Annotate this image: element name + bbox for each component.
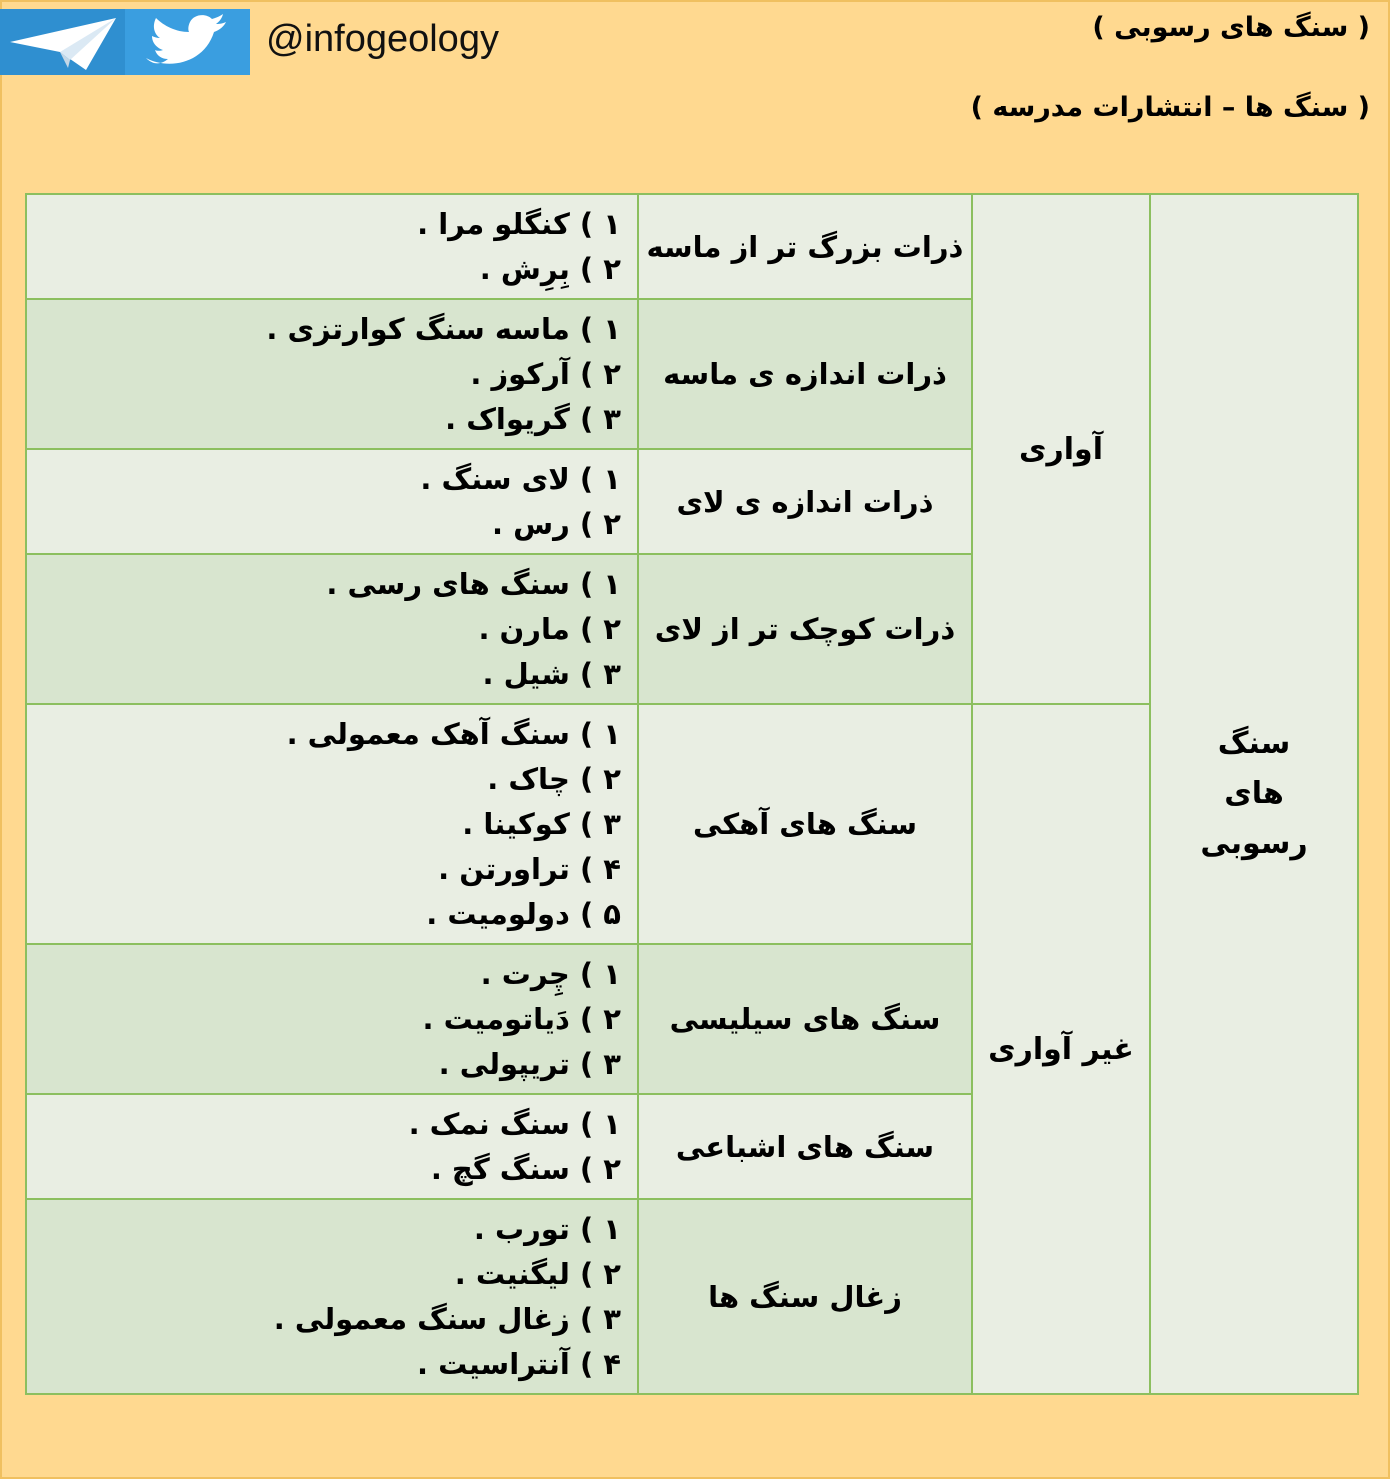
list-item: ۳ ) شیل . (482, 656, 621, 691)
examples-cell (26, 704, 638, 944)
list-item: ۳ ) تریپولی . (438, 1046, 621, 1081)
subcategory-cell: ذرات اندازه ی ماسه (638, 299, 972, 449)
main-category-label: سنگ های رسوبی (1200, 726, 1308, 861)
subcategory-cell: سنگ های سیلیسی (638, 944, 972, 1094)
examples-cell (26, 1199, 638, 1394)
page-subtitle: ( سنگ ها – انتشارات مدرسه ) (970, 92, 1370, 123)
group-label: غیر آواری (988, 1031, 1134, 1067)
list-item: ۱ ) سنگ نمک . (408, 1106, 621, 1141)
list-item: ۱ ) چِرت . (480, 956, 621, 991)
main-category-cell (1150, 194, 1358, 1394)
subcategory-cell: سنگ های اشباعی (638, 1094, 972, 1199)
list-item: ۲ ) رس . (492, 506, 621, 541)
examples-cell (26, 944, 638, 1094)
list-item: ۱ ) ماسه سنگ کوارتزی . (266, 311, 621, 346)
list-item: ۲ ) بِرِش . (479, 251, 621, 286)
group-label: آواری (1019, 431, 1103, 467)
subcategory-cell: ذرات اندازه ی لای (638, 449, 972, 554)
page-title: ( سنگ های رسوبی ) (1092, 12, 1370, 43)
list-item: ۲ ) سنگ گچ . (430, 1151, 621, 1186)
examples-cell (26, 194, 638, 299)
group-cell-clastic (972, 194, 1150, 704)
examples-cell (26, 449, 638, 554)
telegram-icon[interactable] (0, 9, 125, 75)
social-icons (0, 9, 250, 75)
list-item: ۱ ) تورب . (473, 1211, 621, 1246)
list-item: ۱ ) لای سنگ . (420, 461, 621, 496)
subcategory-cell: زغال سنگ ها (638, 1199, 972, 1394)
list-item: ۲ ) آرکوز . (470, 356, 621, 391)
subcategory-cell: ذرات کوچک تر از لای (638, 554, 972, 704)
rock-classification-table (25, 193, 1359, 1395)
list-item: ۲ ) چاک . (487, 761, 621, 796)
list-item: ۳ ) زغال سنگ معمولی . (273, 1301, 621, 1336)
channel-handle: @infogeology (266, 18, 499, 60)
table-row (26, 194, 1358, 299)
group-cell-non-clastic (972, 704, 1150, 1394)
list-item: ۲ ) دَیاتومیت . (422, 1001, 621, 1036)
list-item: ۳ ) گریواک . (445, 401, 621, 436)
list-item: ۱ ) کنگلو مرا . (417, 206, 621, 241)
examples-cell (26, 1094, 638, 1199)
subcategory-cell: سنگ های آهکی (638, 704, 972, 944)
list-item: ۴ ) آنتراسیت . (417, 1346, 621, 1381)
subcategory-cell: ذرات بزرگ تر از ماسه (638, 194, 972, 299)
list-item: ۲ ) مارن . (478, 611, 621, 646)
list-item: ۵ ) دولومیت . (426, 896, 621, 931)
examples-cell (26, 299, 638, 449)
twitter-icon[interactable] (125, 9, 250, 75)
list-item: ۴ ) تراورتن . (438, 851, 621, 886)
list-item: ۱ ) سنگ های رسی . (326, 566, 621, 601)
list-item: ۲ ) لیگنیت . (454, 1256, 621, 1291)
list-item: ۱ ) سنگ آهک معمولی . (286, 716, 621, 751)
examples-cell (26, 554, 638, 704)
list-item: ۳ ) کوکینا . (462, 806, 621, 841)
